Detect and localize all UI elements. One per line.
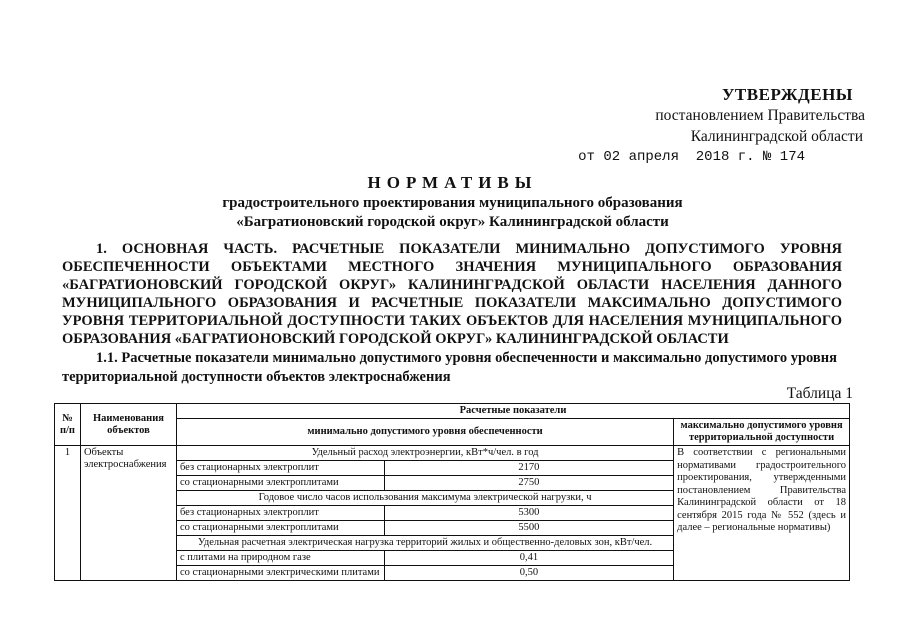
item-value: 5500 bbox=[384, 521, 673, 536]
object-name-cell: Объекты электроснабжения bbox=[80, 446, 176, 581]
approval-block bbox=[545, 84, 865, 168]
item-label: со стационарными электроплитами bbox=[176, 521, 384, 536]
table-caption: Таблица 1 bbox=[786, 385, 853, 402]
header-min-level: минимально допустимого уровня обеспеченности bbox=[176, 419, 673, 446]
subtitle-line-1: градостроительного проектирования муниципального образования bbox=[222, 195, 683, 211]
item-value: 0,50 bbox=[384, 566, 673, 581]
approval-heading: УТВЕРЖДЕНЫ bbox=[721, 85, 853, 104]
item-value: 2750 bbox=[384, 476, 673, 491]
approval-line-3: от 02 апреля 2018 г. № 174 bbox=[578, 149, 805, 165]
item-label: без стационарных электроплит bbox=[176, 461, 384, 476]
group-title: Годовое число часов использования максимума электрической нагрузки, ч bbox=[176, 491, 673, 506]
header-max-level: максимально допустимого уровня территориальной доступности bbox=[674, 419, 850, 446]
item-value: 5300 bbox=[384, 506, 673, 521]
section-heading bbox=[62, 240, 842, 348]
subsection-text: Расчетные показатели минимально допустимого уровня обеспеченности и максимально допустимого уровня территориальной доступности объектов электроснабжения bbox=[62, 350, 837, 385]
header-object-name: Наименования объектов bbox=[80, 404, 176, 446]
item-value: 2170 bbox=[384, 461, 673, 476]
approval-line-1: постановлением Правительства bbox=[655, 107, 865, 124]
item-label: с плитами на природном газе bbox=[176, 551, 384, 566]
subsection-heading bbox=[62, 349, 842, 387]
row-number: 1 bbox=[55, 446, 81, 581]
accessibility-note: В соответствии с региональными нормативами градостроительного проектирования, утвержденными постановлением Правительства Калининградской области от 18 сентября 2015 года № 552 (здесь и далее – региональные нормативы) bbox=[674, 446, 850, 581]
approval-line-2: Калининградской области bbox=[690, 128, 863, 145]
item-label: со стационарными электроплитами bbox=[176, 476, 384, 491]
document-title: НОРМАТИВЫ bbox=[367, 173, 538, 192]
item-label: без стационарных электроплит bbox=[176, 506, 384, 521]
group-title: Удельная расчетная электрическая нагрузка территорий жилых и общественно-деловых зон, кВт/чел. bbox=[176, 536, 673, 551]
subsection-number: 1.1. bbox=[96, 350, 118, 366]
group-title: Удельный расход электроэнергии, кВт*ч/чел. в год bbox=[176, 446, 673, 461]
indicators-table bbox=[54, 403, 850, 581]
subtitle-line-2: «Багратионовский городской округ» Калининградской области bbox=[236, 214, 669, 230]
document-subtitle bbox=[0, 194, 905, 232]
item-value: 0,41 bbox=[384, 551, 673, 566]
section-1-text: 1. ОСНОВНАЯ ЧАСТЬ. РАСЧЕТНЫЕ ПОКАЗАТЕЛИ МИНИМАЛЬНО ДОПУСТИМОГО УРОВНЯ ОБЕСПЕЧЕННОСТИ ОБЪЕКТАМИ МЕСТНОГО ЗНАЧЕНИЯ МУНИЦИПАЛЬНОГО ОБРАЗОВАНИЯ «БАГРАТИОНОВСКИЙ ГОРОДСКОЙ ОКРУГ» КАЛИНИНГРАДСКОЙ ОБЛАСТИ НАСЕЛЕНИЯ ДАННОГО МУНИЦИПАЛЬНОГО ОБРАЗОВАНИЯ И РАСЧЕТНЫЕ ПОКАЗАТЕЛИ МАКСИМАЛЬНО ДОПУСТИМОГО УРОВНЯ ТЕРРИТОРИАЛЬНОЙ ДОСТУПНОСТИ ТАКИХ ОБЪЕКТОВ ДЛЯ НАСЕЛЕНИЯ МУНИЦИПАЛЬНОГО ОБРАЗОВАНИЯ «БАГРАТИОНОВСКИЙ ГОРОДСКОЙ ОКРУГ» КАЛИНИНГРАДСКОЙ ОБЛАСТИ bbox=[62, 241, 842, 347]
item-label: со стационарными электрическими плитами bbox=[176, 566, 384, 581]
header-num: № п/п bbox=[55, 404, 81, 446]
header-calc-indicators: Расчетные показатели bbox=[176, 404, 849, 419]
